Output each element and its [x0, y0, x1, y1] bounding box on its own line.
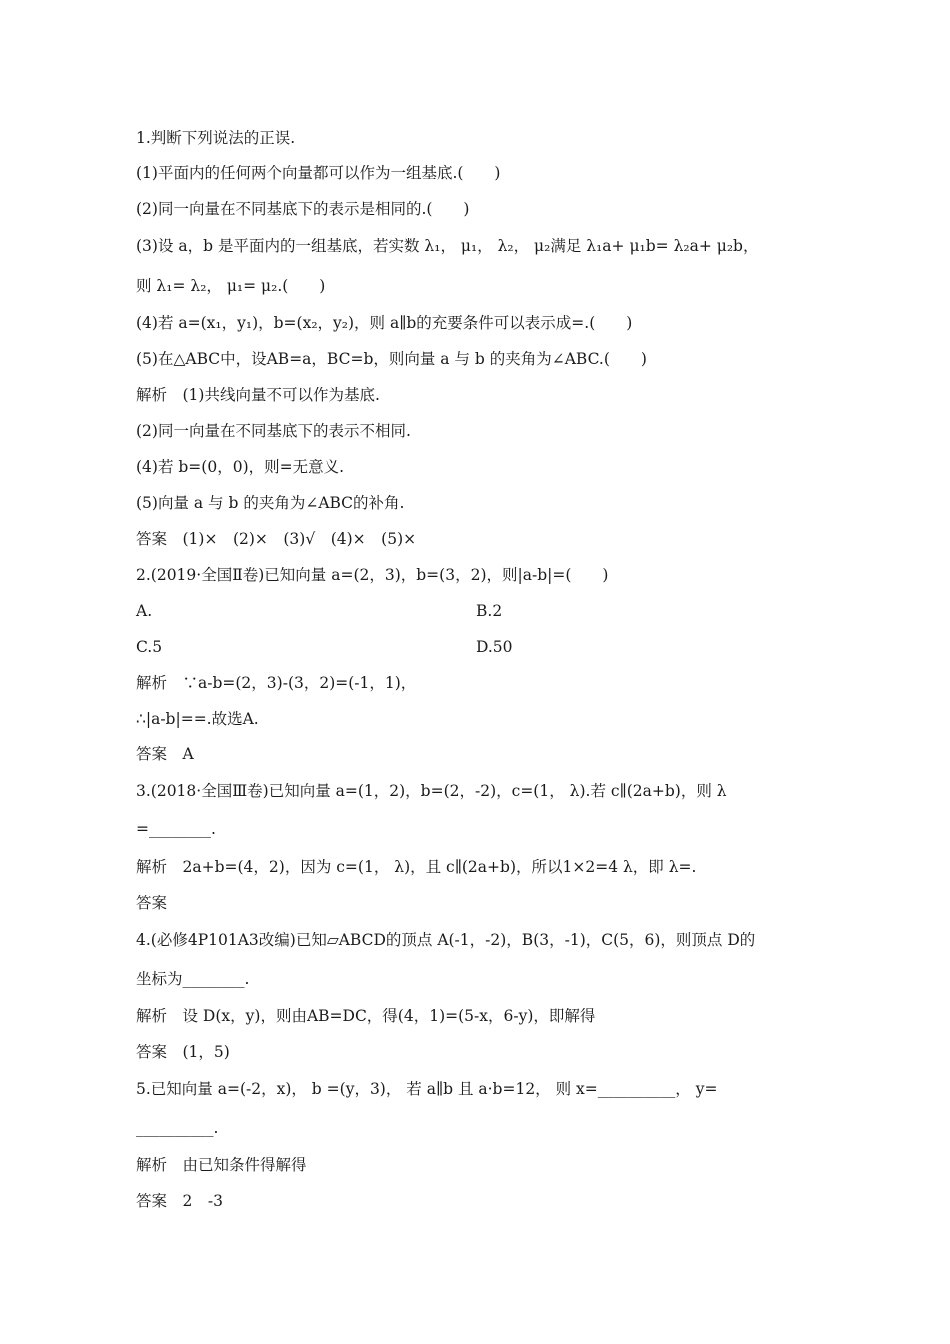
analysis-4: (4)若 b=(0，0)，则=无意义. — [136, 458, 345, 476]
problem-3: 3.(2018·全国Ⅲ卷)已知向量 a=(1，2)，b=(2，-2)，c=(1， λ).若 c∥(2a+b)，则 λ — [136, 782, 727, 800]
problem-5-cont: __________. — [136, 1119, 219, 1137]
statement-2: (2)同一向量在不同基底下的表示是相同的.( ) — [136, 200, 470, 218]
statement-5: (5)在△ABC中，设AB=a，BC=b，则向量 a 与 b 的夹角为∠ABC.( ) — [136, 350, 647, 368]
problem-2: 2.(2019·全国Ⅱ卷)已知向量 a=(2，3)，b=(3，2)，则|a-b|=( ) — [136, 566, 609, 584]
analysis-problem-4: 解析 设 D(x，y)，则由AB=DC，得(4，1)=(5-x，6-y)，即解得 — [136, 1007, 596, 1025]
answer-3: 答案 — [136, 894, 168, 912]
answer-4: 答案 (1，5) — [136, 1043, 230, 1061]
analysis-5: (5)向量 a 与 b 的夹角为∠ABC的补角. — [136, 494, 405, 512]
answer-1: 答案 (1)× (2)× (3)√ (4)× (5)× — [136, 530, 417, 548]
problem-1-title: 1.判断下列说法的正误. — [136, 129, 296, 147]
analysis-problem-3: 解析 2a+b=(4，2)，因为 c=(1， λ)，且 c∥(2a+b)，所以1×2=4 λ，即 λ=. — [136, 858, 697, 876]
problem-4: 4.(必修4P101A3改编)已知▱ABCD的顶点 A(-1，-2)，B(3，-1)，C(5，6)，则顶点 D的 — [136, 931, 756, 949]
analysis-2: (2)同一向量在不同基底下的表示不相同. — [136, 422, 411, 440]
analysis-1: 解析 (1)共线向量不可以作为基底. — [136, 386, 380, 404]
analysis-problem-2: 解析 ∵a-b=(2，3)-(3，2)=(-1，1)， — [136, 674, 417, 692]
problem-3-cont: =________. — [136, 820, 216, 838]
option-b: B.2 — [476, 602, 503, 620]
answer-5: 答案 2 -3 — [136, 1192, 223, 1210]
statement-1: (1)平面内的任何两个向量都可以作为一组基底.( ) — [136, 164, 501, 182]
statement-3: (3)设 a，b 是平面内的一组基底，若实数 λ₁， μ₁， λ₂， μ₂满足 λ₁a+ μ₁b= λ₂a+ μ₂b， — [136, 237, 759, 255]
analysis-problem-2-cont: ∴|a-b|==.故选A. — [136, 710, 259, 728]
option-c: C.5 — [136, 638, 163, 656]
answer-2: 答案 A — [136, 745, 194, 763]
statement-4: (4)若 a=(x₁，y₁)，b=(x₂，y₂)，则 a∥b的充要条件可以表示成=.( ) — [136, 314, 633, 332]
statement-3-cont: 则 λ₁= λ₂， μ₁= μ₂.( ) — [136, 277, 326, 295]
analysis-problem-5: 解析 由已知条件得解得 — [136, 1156, 307, 1174]
option-d: D.50 — [476, 638, 513, 656]
problem-4-cont: 坐标为________. — [136, 970, 250, 988]
option-a: A. — [136, 602, 153, 620]
problem-5: 5.已知向量 a=(-2，x)， b =(y，3)， 若 a∥b 且 a·b=12， 则 x=__________， y= — [136, 1080, 718, 1098]
